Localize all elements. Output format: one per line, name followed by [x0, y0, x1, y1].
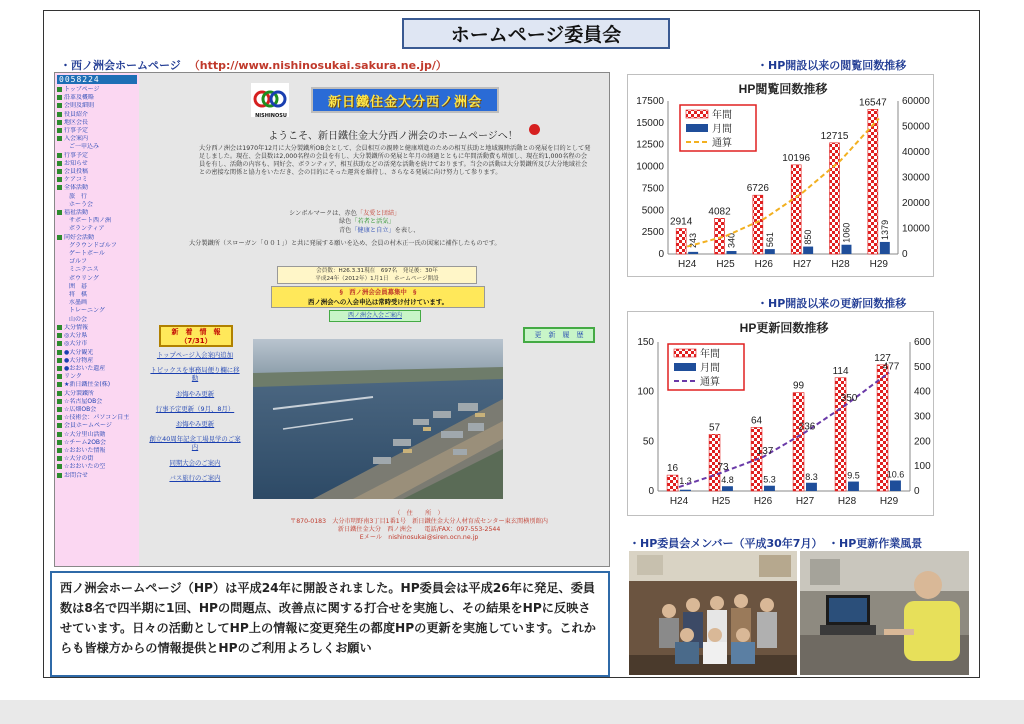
hp-sidebar [55, 73, 139, 567]
hp-sidebar-item-label: 福祉活動 [64, 209, 89, 217]
hp-sidebar-item-label: ケアコミ [64, 176, 88, 184]
hp-intro: 大分西ノ洲会は1970年12月に大分製鐵所OB会として、会員相互の親睦と健康増進のための相互扶助と地域親睦活動との発展を目的として発足しました。現在、会員数は2,000名程の会員を有し、大分製鐵所の発展と年月の経過とともに年間活動費も増加し、現在約1,000名程の会員を有し、活動の内容も、同好会、ボランティア、相互扶助などの活発な活動を続けております。当会の活動は大分製鐵所及び大分地域社会との密接な関係と協力をいただき、会の目的にそった運営を維持し、さらなる発展に向け努力して参ります。 [199, 145, 591, 176]
data-label-year: 57 [708, 422, 721, 434]
data-label-year: 16547 [858, 97, 887, 109]
hp-sidebar-item[interactable] [57, 242, 137, 250]
page-title: ホームページ委員会 [402, 18, 670, 49]
data-label-total: 477 [882, 361, 900, 373]
bullet-icon [57, 136, 62, 141]
y-tick-left: 5000 [641, 205, 664, 217]
bullet-icon [57, 391, 62, 396]
hp-recruit-title: § 西ノ洲会会員募集中 § [339, 288, 417, 296]
bullet-icon [57, 95, 62, 100]
legend-label-total: 通算 [712, 138, 732, 149]
hp-sidebar-item[interactable] [57, 422, 137, 430]
hp-sidebar-item-label: トップページ [64, 86, 100, 93]
hp-sidebar-item-label: 会員投稿 [64, 168, 89, 176]
data-label-month: 1060 [841, 222, 852, 243]
hp-sidebar-item-label: リンク [64, 373, 82, 381]
hp-member-count: 会員数：H26.3.31現在 697名 発足後：30年 [316, 268, 438, 274]
hp-sidebar-item[interactable] [57, 135, 137, 143]
bullet-icon [57, 112, 62, 117]
hp-sidebar-item[interactable] [57, 472, 137, 480]
hp-logo-icon [251, 83, 289, 117]
y-tick-right: 60000 [902, 96, 930, 107]
hp-sidebar-item[interactable] [57, 94, 137, 102]
hp-sidebar-item[interactable] [57, 307, 137, 315]
hp-footer-email: Eメール nishinosukai@siren.ocn.ne.jp [359, 534, 479, 541]
hp-sidebar-item[interactable] [57, 193, 137, 201]
x-tick-label: H28 [831, 259, 850, 270]
x-tick-label: H28 [837, 496, 857, 507]
hp-sidebar-item[interactable] [57, 209, 137, 217]
y-tick-left: 12500 [636, 139, 664, 151]
hp-sidebar-item[interactable] [57, 447, 137, 455]
bullet-icon [57, 103, 62, 108]
bullet-icon [57, 350, 62, 355]
hp-sidebar-item[interactable] [57, 119, 137, 127]
hp-sidebar-item-label: ◎大分県 [64, 332, 88, 340]
bar-year [793, 393, 804, 491]
hp-banner: 新日鐵住金大分西ノ洲会 [311, 87, 499, 113]
data-label-year: 64 [750, 415, 763, 427]
hp-sidebar-item[interactable] [57, 340, 137, 348]
hp-sidebar-item[interactable] [57, 365, 137, 373]
y-tick-left: 7500 [641, 183, 664, 195]
y-tick-right: 600 [914, 337, 931, 348]
caption-box: 西ノ洲会ホームページ（HP）は平成24年に開設されました。HP委員会は平成26年に発足、委員数は8名で四半期に1回、HPの問題点、改善点に関する打合せを実施し、その結果をHPに反映させています。日々の活動としてHP上の情報に変更発生の都度HPの更新を実施しています。これからも皆様方からの情報提供とHPのご利用よろしくお願い [50, 571, 610, 677]
hp-sidebar-item[interactable] [57, 168, 137, 176]
hp-sidebar-item-label: ホーう会 [69, 200, 94, 208]
hp-sidebar-item-label: 水墨画 [69, 299, 88, 307]
hp-main [139, 73, 610, 567]
y-tick-left: 100 [637, 386, 654, 398]
hp-symbol-lead: シンボルマークは、赤色 [289, 210, 357, 217]
hp-sidebar-item[interactable] [57, 225, 137, 233]
homepage-screenshot [54, 72, 610, 567]
hp-sidebar-item[interactable] [57, 373, 137, 381]
data-label-month: 340 [726, 232, 737, 248]
hp-symbol-green-lead: 緑色 [339, 218, 352, 226]
hp-sidebar-item-label: ☆大分の街 [64, 455, 94, 463]
update-work-photo [800, 551, 969, 675]
hp-sidebar-item[interactable] [57, 381, 137, 389]
hp-sidebar-item-label: サポート西ノ洲 [69, 217, 112, 225]
data-label-total: 73 [717, 461, 729, 473]
hp-footer-heading: （ 住 所 ） [394, 510, 444, 517]
bullet-icon [57, 399, 62, 404]
hp-sidebar-item-label: 囲 碁 [69, 282, 88, 290]
legend-swatch-year [674, 349, 696, 357]
bullet-icon [57, 366, 62, 371]
bullet-icon [57, 325, 62, 330]
hp-sidebar-item[interactable] [57, 102, 137, 110]
bar-month [727, 251, 737, 254]
hp-sidebar-item[interactable] [57, 414, 137, 422]
data-label-month: 561 [764, 232, 775, 248]
hp-harbor-photo [253, 339, 503, 499]
bullet-icon [57, 153, 62, 158]
bullet-icon [57, 161, 62, 166]
data-label-year: 10196 [782, 152, 811, 164]
hp-news-item[interactable]: 創立40周年記念工場見学のご案内 [149, 435, 241, 452]
hp-sidebar-item-label: 沿革及概略 [64, 94, 95, 102]
hp-sidebar-item[interactable] [57, 143, 137, 151]
hp-symbol-tail: を表し、 [394, 226, 420, 234]
bar-month [688, 252, 698, 254]
hp-sidebar-item-label: 全体活動 [64, 184, 89, 192]
bar-year [830, 143, 840, 254]
hp-symbol-description [289, 210, 509, 235]
hp-footer [249, 510, 589, 542]
x-tick-label: H29 [869, 259, 889, 270]
bullet-icon [57, 341, 62, 346]
hp-symbol-red: 「友愛と団結」 [356, 210, 401, 217]
bullet-icon [57, 374, 62, 379]
hp-sidebar-item[interactable] [57, 431, 137, 439]
legend-swatch-month [686, 124, 708, 132]
y-tick-right: 400 [914, 386, 931, 398]
legend-swatch-year [686, 110, 708, 118]
hp-news-list [149, 351, 241, 489]
hp-sidebar-item-label: ゴルフ [69, 258, 88, 266]
hp-sidebar-item-label: 入会案内 [64, 135, 89, 143]
hp-symbol-green: 「若者と活気」 [351, 218, 395, 226]
y-tick-left: 15000 [636, 117, 664, 129]
data-label-year: 6726 [746, 183, 769, 195]
data-label-month: 850 [803, 229, 814, 245]
data-label-year: 12715 [820, 130, 849, 142]
hp-sidebar-item-label: ★新日鐵住金(株) [64, 381, 111, 389]
bullet-icon [57, 169, 62, 174]
hp-news-button[interactable]: 新 着 情 報 （7/31） [159, 325, 233, 347]
bar-year [791, 165, 801, 254]
homepage-section-heading [60, 57, 447, 73]
bullet-icon [57, 464, 62, 469]
committee-members-photo [629, 551, 797, 675]
hp-sidebar-item-label: ボランティア [69, 225, 105, 233]
bullet-icon [57, 235, 62, 240]
bar-month [803, 247, 813, 254]
hp-sidebar-item-label: ボウリング [69, 274, 99, 282]
bullet-icon [57, 440, 62, 445]
y-tick-right: 500 [914, 361, 931, 373]
hp-sidebar-item[interactable] [57, 127, 137, 135]
x-tick-label: H24 [669, 496, 689, 507]
bullet-icon [57, 120, 62, 125]
bar-month [764, 486, 775, 491]
hp-sidebar-item[interactable] [57, 349, 137, 357]
hp-sidebar-item-label: お問合せ [64, 471, 89, 479]
chart1-section-heading: ・HP開設以来の閲覧回数推移 [757, 59, 907, 72]
chart-title: HP閲覧回数推移 [738, 82, 828, 96]
y-tick-right: 50000 [902, 121, 930, 133]
hp-sidebar-item-label: 大分情報 [64, 323, 89, 331]
hp-sidebar-item[interactable] [57, 398, 137, 406]
bullet-icon [57, 473, 62, 478]
data-label-total: 137 [756, 445, 774, 457]
bar-month [848, 482, 859, 491]
legend-label-total: 通算 [700, 377, 720, 388]
bullet-icon [57, 432, 62, 437]
hp-sidebar-item-label: ☆チーム2OB会 [64, 438, 107, 446]
y-tick-left: 10000 [636, 161, 664, 173]
hp-news-item[interactable]: 同期大会のご案内 [169, 458, 221, 467]
x-tick-label: H25 [711, 496, 731, 507]
data-label-month: 9.5 [847, 470, 860, 481]
hp-symbol-blue: 「健康と自立」 [351, 226, 395, 234]
y-tick-left: 0 [658, 249, 664, 260]
hp-news-item[interactable]: 行事予定更新（9月、8月） [155, 404, 235, 413]
bar-month [890, 480, 901, 491]
y-tick-left: 17500 [636, 96, 664, 107]
hp-symbol-blue-lead: 青色 [339, 226, 352, 234]
hp-sidebar-item-label: 大分製鐵所 [64, 389, 95, 397]
bar-year [667, 475, 678, 491]
hp-sidebar-item-label: お知らせ [64, 159, 88, 167]
chart-title: HP更新回数推移 [739, 321, 829, 335]
bullet-icon [57, 448, 62, 453]
hp-sidebar-item[interactable] [57, 86, 137, 94]
x-tick-label: H26 [753, 496, 773, 507]
x-tick-label: H26 [754, 259, 774, 270]
data-label-year: 4082 [708, 206, 731, 218]
hp-sidebar-item-label: ☆おおいたの空 [64, 463, 106, 471]
y-tick-right: 200 [914, 436, 931, 448]
bullet-icon [57, 87, 62, 92]
bar-month [842, 245, 852, 254]
hp-recruit-text: 西ノ洲会への入会申込は常時受け付けています。 [307, 298, 449, 306]
data-label-month: 1.3 [679, 476, 692, 486]
bullet-icon [57, 456, 62, 461]
bullet-icon [57, 185, 62, 190]
hp-opened-date: 平成24年（2012年）1月1日 ホームページ開設 [315, 276, 439, 282]
x-tick-label: H24 [677, 259, 697, 270]
y-tick-left: 150 [637, 337, 654, 348]
hp-sidebar-item-label: 地区会長 [64, 118, 89, 126]
data-label-month: 5.3 [763, 474, 776, 485]
bar-year [676, 229, 686, 254]
y-tick-left: 0 [648, 486, 654, 497]
bar-month [680, 490, 691, 491]
hp-sidebar-item-label: ☆広畑OB会 [64, 405, 97, 413]
hp-sidebar-item-label: ☆大分里山活動 [64, 430, 106, 438]
hp-sidebar-item[interactable] [57, 324, 137, 332]
hp-sidebar-item-label: 将 棋 [69, 291, 88, 299]
homepage-url[interactable]: （http://www.nishinosukai.sakura.ne.jp/） [188, 59, 447, 72]
hp-sidebar-item-label: 会員ホームページ [64, 422, 112, 430]
hp-sidebar-item-label: 会則及細則 [64, 102, 95, 110]
hp-sidebar-item-label: ☆名古屋OB会 [64, 397, 103, 405]
updates-chart [628, 312, 935, 517]
hp-slogan: 大分製鐵所（スローガン「００１」）と共に発展する願いを込め、会員の村木正一氏の図案に補作したものです。 [189, 240, 501, 247]
y-tick-right: 30000 [902, 172, 930, 184]
hp-sidebar-item-label: 同好会活動 [64, 233, 95, 241]
hp-sidebar-item-label: ☆おおいた情報 [64, 446, 106, 454]
bullet-icon [57, 407, 62, 412]
bar-month [880, 242, 890, 254]
hp-sidebar-item[interactable] [57, 250, 137, 258]
bar-year [868, 109, 878, 254]
bar-month [765, 249, 775, 254]
y-tick-right: 300 [914, 411, 931, 423]
y-tick-left: 50 [642, 436, 654, 448]
hp-sidebar-item-label: トレーニング [69, 307, 105, 315]
hp-sidebar-item-label: ●おおいた遺産 [64, 364, 106, 372]
hp-sidebar-item[interactable] [57, 176, 137, 184]
hp-sidebar-item-label: ミニテニス [69, 266, 99, 274]
hp-sidebar-item[interactable] [57, 201, 137, 209]
data-label-month: 1379 [879, 219, 890, 240]
hp-news-item[interactable]: お悔やみ更新 [175, 389, 215, 398]
hp-welcome: ようこそ、新日鐵住金大分西ノ洲会のホームページへ！ [268, 131, 518, 142]
hp-sidebar-item[interactable] [57, 291, 137, 299]
hp-sidebar-item[interactable] [57, 332, 137, 340]
hp-sidebar-item-label: ●大分観光 [64, 348, 94, 356]
hp-sidebar-item[interactable] [57, 160, 137, 168]
bullet-icon [57, 358, 62, 363]
bullet-icon [57, 210, 62, 215]
hp-sidebar-item-label: ゲートボール [69, 250, 105, 258]
hp-sidebar-item[interactable] [57, 266, 137, 274]
x-tick-label: H27 [795, 496, 815, 507]
y-tick-right: 0 [914, 486, 920, 497]
hp-nav-list [57, 86, 137, 480]
hp-sidebar-item-label: 旅 行 [69, 192, 88, 200]
data-label-month: 243 [688, 232, 699, 248]
bar-month [806, 483, 817, 491]
hp-sidebar-item-label: 行事予定 [64, 151, 89, 159]
bullet-icon [57, 128, 62, 133]
bullet-icon [57, 382, 62, 387]
hp-sidebar-item-label: ◎大分市 [64, 340, 88, 348]
bullet-icon [57, 177, 62, 182]
hp-logo-text: NISHINOSU [255, 113, 287, 119]
y-tick-right: 20000 [902, 198, 930, 209]
hp-sidebar-item[interactable] [57, 406, 137, 414]
bar-year [715, 218, 725, 254]
hp-sidebar-item[interactable] [57, 455, 137, 463]
views-chart [628, 75, 935, 278]
hp-sidebar-item-label: ●大分物産 [64, 356, 94, 364]
hp-sidebar-item-label: 役員紹介 [64, 110, 89, 118]
hp-sidebar-item[interactable] [57, 275, 137, 283]
x-tick-label: H29 [879, 496, 899, 507]
data-label-month: 4.8 [721, 475, 734, 486]
hp-sidebar-item[interactable] [57, 111, 137, 119]
data-label-total: 236 [798, 421, 816, 433]
bar-month [722, 486, 733, 491]
data-label-month: 8.3 [805, 471, 818, 482]
hp-update-history-button[interactable]: 更 新 履 歴 [523, 327, 595, 343]
hp-sidebar-item-label: 山の会 [69, 315, 88, 323]
hp-sidebar-item-label: ☆技術会：パソコン自主 [64, 414, 130, 422]
hp-sidebar-item[interactable] [57, 439, 137, 447]
data-label-total: 350 [840, 393, 858, 405]
y-tick-right: 100 [914, 461, 931, 473]
hp-news-item[interactable]: お悔やみ更新 [175, 420, 215, 429]
hp-sidebar-item[interactable] [57, 463, 137, 471]
hp-sidebar-item[interactable] [57, 234, 137, 242]
y-tick-right: 0 [902, 249, 908, 260]
bar-year [753, 195, 763, 254]
legend-label-month: 月間 [712, 124, 732, 135]
data-label-year: 16 [666, 463, 679, 475]
hp-sidebar-item-label: 行事予定 [64, 127, 89, 135]
hp-sidebar-item[interactable] [57, 390, 137, 398]
hp-footer-address: 〒870-0183 大分市明野南3丁目1番1号 新日鐵住金大分人材育成センター東玄関横別館内 [290, 518, 548, 525]
legend-swatch-month [674, 363, 696, 371]
hp-sidebar-item[interactable] [57, 258, 137, 266]
legend-label-year: 年間 [712, 110, 732, 121]
hp-sidebar-item[interactable] [57, 283, 137, 291]
hp-member-info [277, 266, 477, 284]
bullet-icon [57, 423, 62, 428]
hp-sidebar-item[interactable] [57, 152, 137, 160]
hp-recruit-box [271, 286, 485, 308]
data-label-year: 127 [874, 352, 891, 364]
bottom-band [0, 700, 1024, 724]
rose-icon [529, 124, 540, 135]
views-chart-panel [627, 74, 934, 277]
x-tick-label: H25 [716, 259, 735, 270]
legend-label-month: 月間 [700, 363, 720, 374]
hp-sidebar-item[interactable] [57, 184, 137, 192]
updates-chart-panel [627, 311, 934, 516]
chart2-section-heading: ・HP開設以来の更新回数推移 [757, 297, 907, 310]
hp-footer-phone: 新日鐵住金大分 西ノ洲会 電話/FAX：097-553-2544 [337, 526, 501, 533]
data-label-month: 10.6 [886, 469, 905, 480]
hp-sidebar-item-label: ご一申込み [69, 143, 100, 151]
x-tick-label: H27 [792, 259, 812, 270]
members-photo-heading: ・HP委員会メンバー（平成30年7月） [629, 537, 823, 550]
update-photo-heading: ・HP更新作業風景 [828, 537, 923, 550]
y-tick-right: 40000 [902, 147, 930, 158]
hp-news-item[interactable]: バス旅行のご案内 [169, 473, 221, 482]
data-label-year: 114 [832, 365, 849, 377]
hp-visit-counter: 0058224 [57, 75, 137, 84]
hp-sidebar-item[interactable] [57, 217, 137, 225]
hp-join-guide-link[interactable]: 西ノ洲会入会ご案内 [329, 310, 421, 322]
legend-label-year: 年間 [700, 349, 720, 360]
data-label-year: 2914 [670, 216, 693, 228]
homepage-section-label: ・西ノ洲会ホームページ [60, 59, 181, 72]
hp-news-item[interactable]: トピックスを事務局便り欄に移動 [150, 366, 240, 383]
bullet-icon [57, 333, 62, 338]
y-tick-right: 10000 [902, 223, 930, 235]
hp-sidebar-item[interactable] [57, 316, 137, 324]
hp-sidebar-item[interactable] [57, 357, 137, 365]
y-tick-left: 2500 [641, 227, 664, 239]
bullet-icon [57, 415, 62, 420]
data-label-year: 99 [792, 380, 805, 392]
hp-news-item[interactable]: トップページ入会案内追加 [156, 351, 234, 359]
hp-sidebar-item[interactable] [57, 299, 137, 307]
hp-sidebar-item-label: グラウンドゴルフ [69, 241, 117, 249]
